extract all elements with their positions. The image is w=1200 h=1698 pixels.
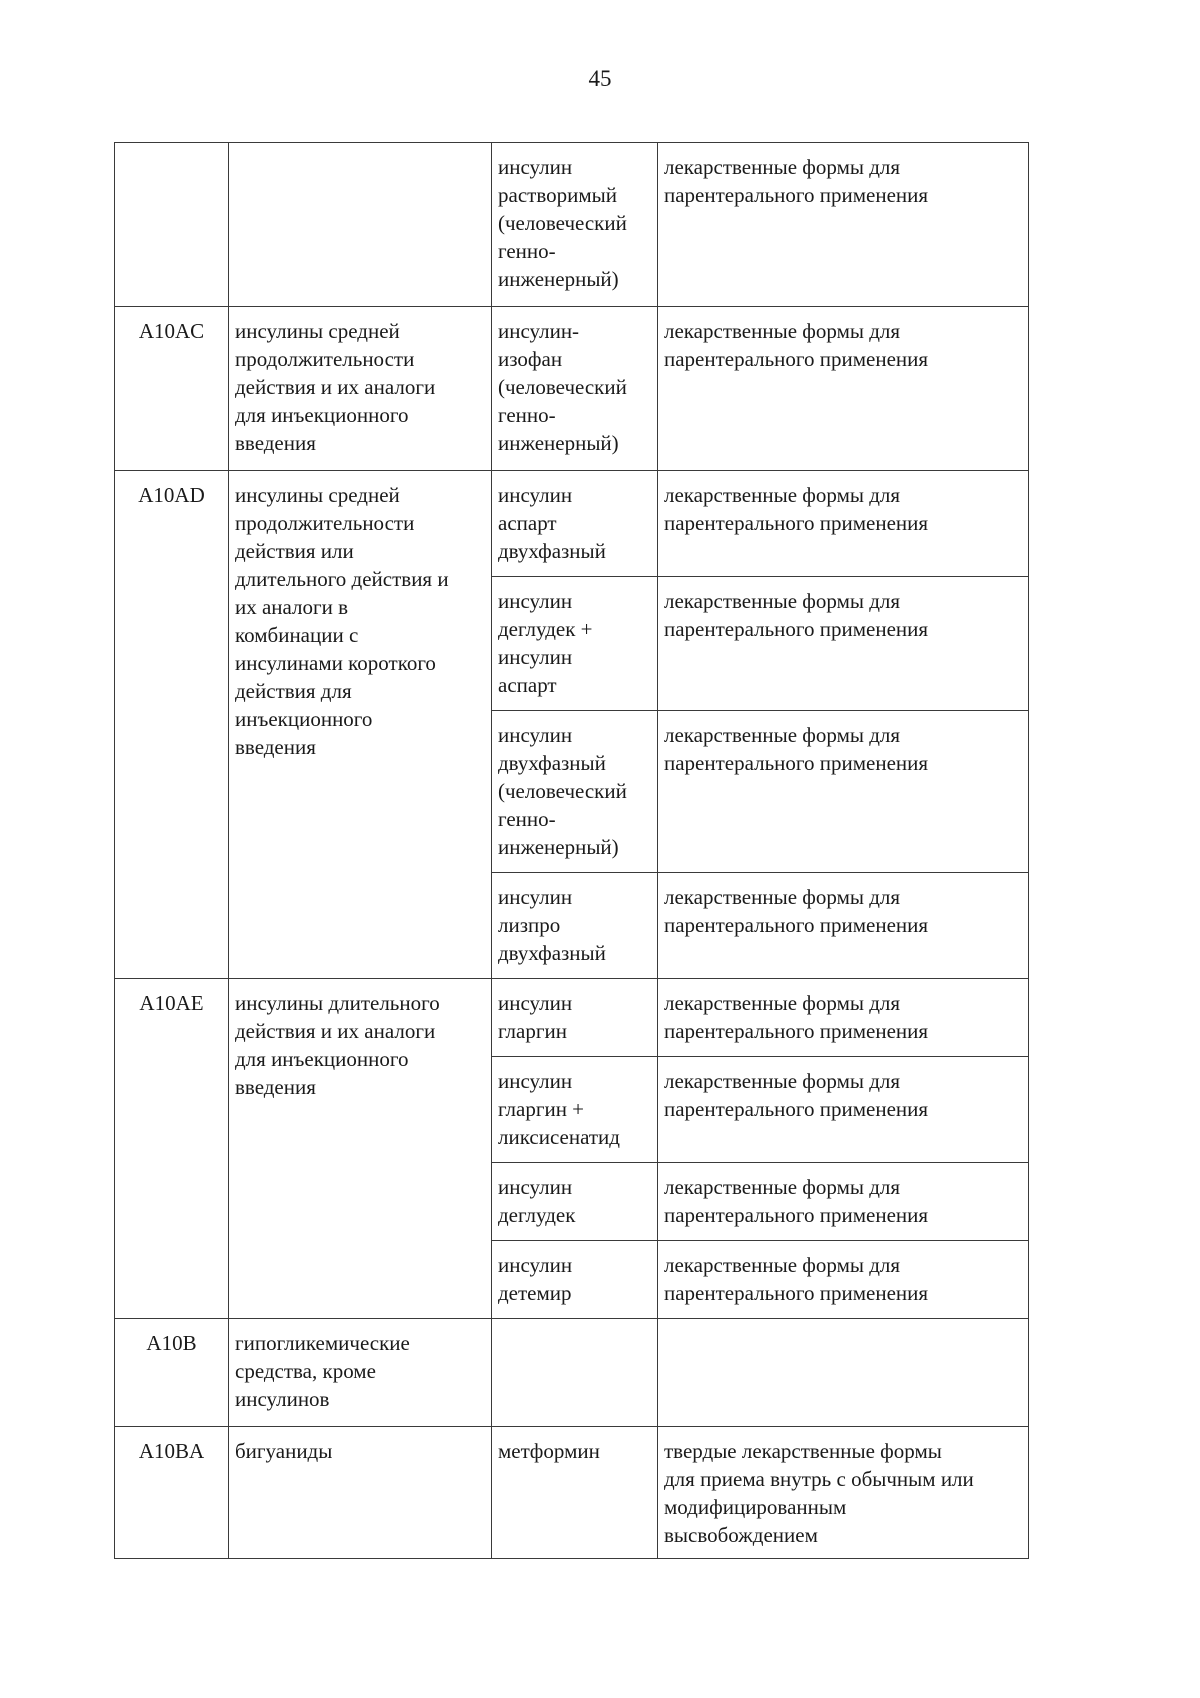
atc-group-cell: гипогликемические средства, кроме инсулинов — [229, 1319, 492, 1427]
atc-code-cell: A10AD — [115, 471, 229, 979]
drug-name-cell: метформин — [492, 1427, 658, 1559]
atc-group-cell: инсулины средней продолжительности действия или длительного действия и их аналоги в комбинации с инсулинами короткого действия для инъекционного введения — [229, 471, 492, 979]
drug-name-cell: инсулин гларгин — [492, 979, 658, 1057]
atc-group-cell: инсулины средней продолжительности действия и их аналоги для инъекционного введения — [229, 307, 492, 471]
drug-name-cell: инсулин деглудек + инсулин аспарт — [492, 577, 658, 711]
drug-name-cell: инсулин гларгин + ликсисенатид — [492, 1057, 658, 1163]
dosage-form-cell: лекарственные формы для парентерального применения — [658, 711, 1029, 873]
table-row — [115, 471, 1029, 577]
atc-group-cell — [229, 143, 492, 307]
drug-name-cell — [492, 1319, 658, 1427]
atc-code-cell: A10BA — [115, 1427, 229, 1559]
atc-group-cell: бигуаниды — [229, 1427, 492, 1559]
dosage-form-cell: лекарственные формы для парентерального применения — [658, 577, 1029, 711]
atc-code-cell: A10B — [115, 1319, 229, 1427]
atc-code-cell: A10AE — [115, 979, 229, 1319]
dosage-form-cell: лекарственные формы для парентерального применения — [658, 1057, 1029, 1163]
dosage-form-cell: лекарственные формы для парентерального применения — [658, 143, 1029, 307]
drug-name-cell: инсулин лизпро двухфазный — [492, 873, 658, 979]
atc-group-cell: инсулины длительного действия и их аналоги для инъекционного введения — [229, 979, 492, 1319]
page-number: 45 — [588, 66, 612, 91]
drug-name-cell: инсулин растворимый (человеческий генно- инженерный) — [492, 143, 658, 307]
atc-code-cell: A10AC — [115, 307, 229, 471]
atc-code-cell — [115, 143, 229, 307]
table-row — [115, 1427, 1029, 1559]
drug-name-cell: инсулин аспарт двухфазный — [492, 471, 658, 577]
table-row — [115, 1319, 1029, 1427]
dosage-form-cell — [658, 1319, 1029, 1427]
drug-name-cell: инсулин детемир — [492, 1241, 658, 1319]
dosage-form-cell: лекарственные формы для парентерального применения — [658, 1163, 1029, 1241]
table-row — [115, 143, 1029, 307]
table-row — [115, 307, 1029, 471]
dosage-form-cell: лекарственные формы для парентерального применения — [658, 471, 1029, 577]
dosage-form-cell: твердые лекарственные формы для приема внутрь с обычным или модифицированным высвобождением — [658, 1427, 1029, 1559]
dosage-form-cell: лекарственные формы для парентерального применения — [658, 1241, 1029, 1319]
drug-name-cell: инсулин двухфазный (человеческий генно- инженерный) — [492, 711, 658, 873]
drug-name-cell: инсулин- изофан (человеческий генно- инженерный) — [492, 307, 658, 471]
table-row — [115, 979, 1029, 1057]
drug-table — [114, 142, 1029, 1559]
dosage-form-cell: лекарственные формы для парентерального применения — [658, 873, 1029, 979]
dosage-form-cell: лекарственные формы для парентерального применения — [658, 307, 1029, 471]
drug-name-cell: инсулин деглудек — [492, 1163, 658, 1241]
dosage-form-cell: лекарственные формы для парентерального применения — [658, 979, 1029, 1057]
